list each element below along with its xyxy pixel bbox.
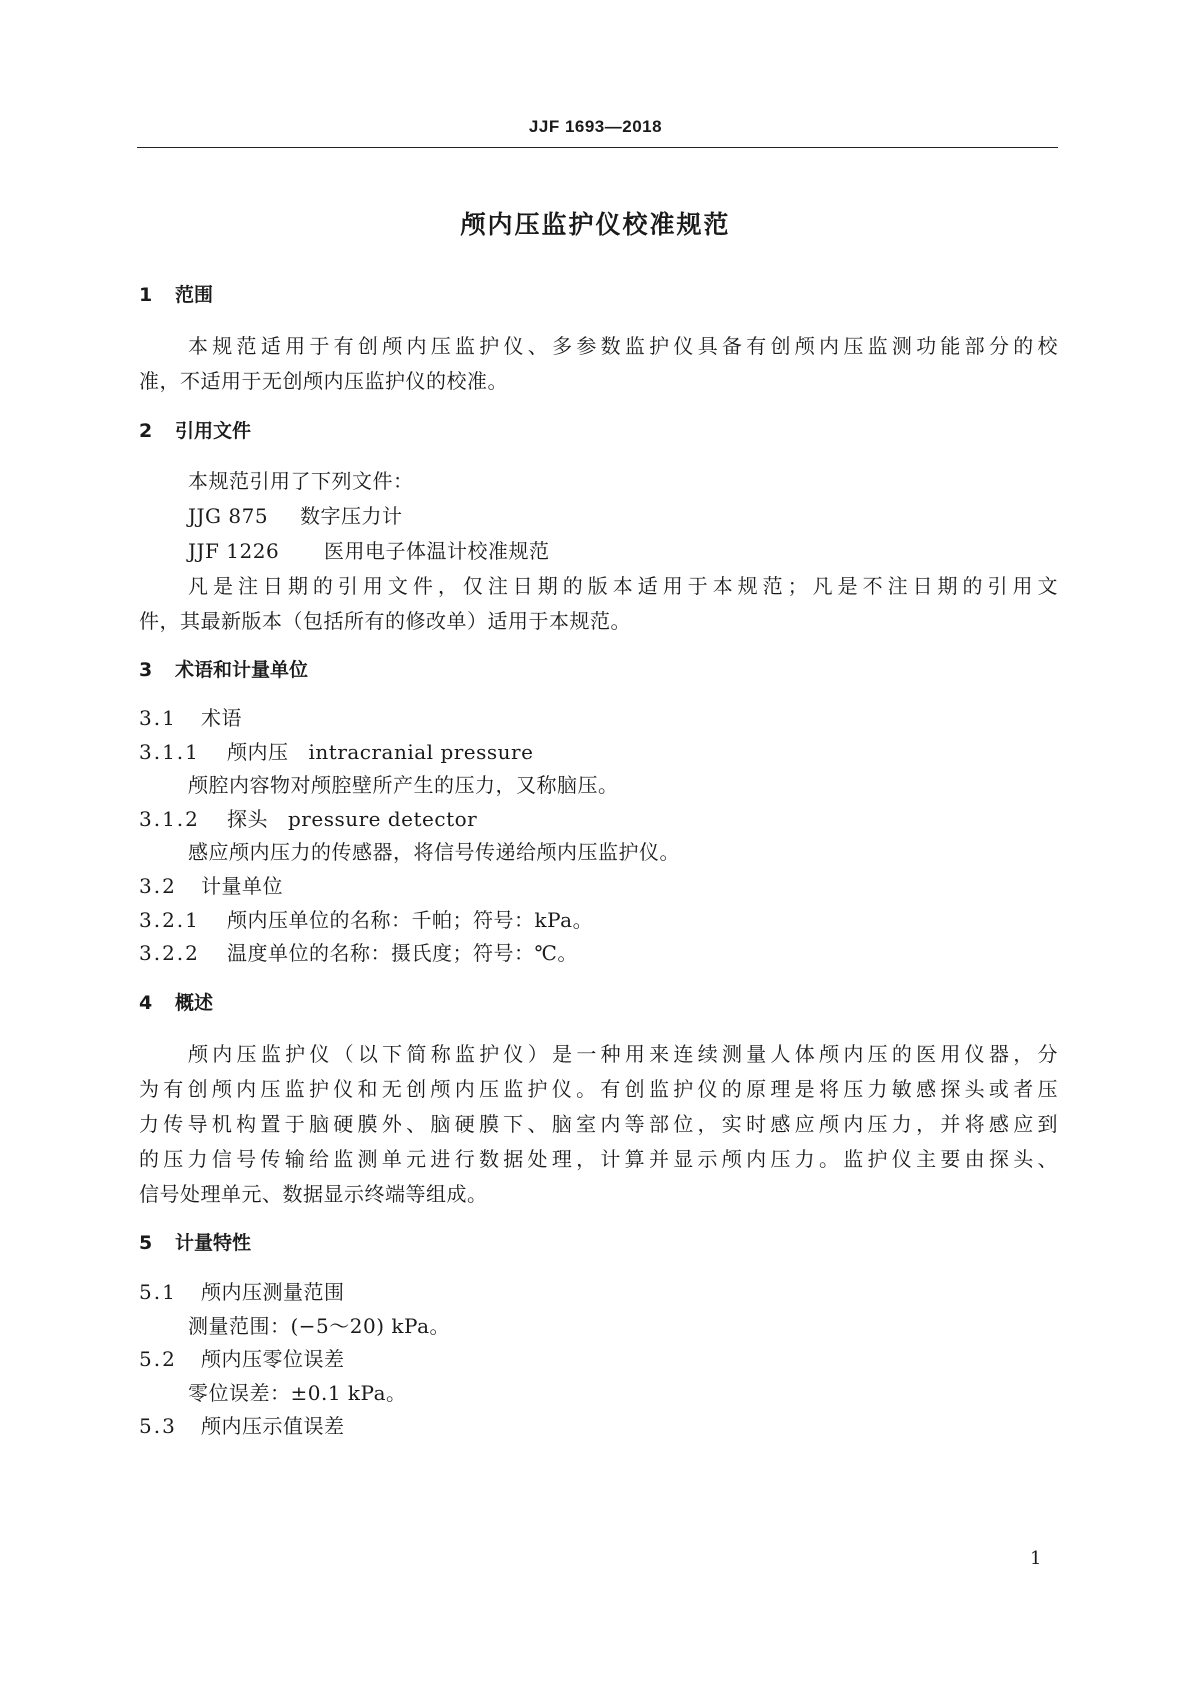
section-3-heading — [139, 655, 308, 682]
subsection-5-2: 5.2 颅内压零位误差 — [139, 1347, 345, 1371]
section-5-heading — [139, 1228, 251, 1255]
section-number: 2 — [139, 420, 153, 442]
section-1-para-line: 准，不适用于无创颅内压监护仪的校准。 — [139, 369, 508, 393]
subsection-5-3: 5.3 颅内压示值误差 — [139, 1414, 345, 1438]
subsection-5-1: 5.1 颅内压测量范围 — [139, 1280, 345, 1304]
section-number: 1 — [139, 284, 153, 306]
section-2-heading — [139, 416, 251, 443]
section-4-para-line: 的压力信号传输给监测单元进行数据处理，计算并显示颅内压力。监护仪主要由探头、 — [139, 1147, 1058, 1171]
section-4-para-line: 为有创颅内压监护仪和无创颅内压监护仪。有创监护仪的原理是将压力敏感探头或者压 — [139, 1077, 1058, 1101]
section-2-note-line: 件，其最新版本（包括所有的修改单）适用于本规范。 — [139, 609, 631, 633]
document-title: 颅内压监护仪校准规范 — [460, 210, 731, 239]
reference-item — [188, 500, 403, 529]
section-title: 范围 — [175, 284, 214, 306]
subsection-5-1-text: 测量范围：(−5～20) kPa。 — [188, 1314, 450, 1338]
section-number: 4 — [139, 992, 153, 1014]
section-1-para-line: 本规范适用于有创颅内压监护仪、多参数监护仪具备有创颅内压监测功能部分的校 — [188, 334, 1058, 358]
section-title: 概述 — [175, 992, 214, 1014]
section-number: 5 — [139, 1232, 153, 1254]
reference-code: JJF 1226 — [188, 539, 280, 563]
reference-code: JJG 875 — [188, 504, 269, 528]
section-4-para-line: 信号处理单元、数据显示终端等组成。 — [139, 1182, 488, 1206]
section-2-intro: 本规范引用了下列文件： — [188, 469, 414, 493]
term-definition: 颅腔内容物对颅腔壁所产生的压力，又称脑压。 — [188, 773, 619, 797]
unit-3-2-2: 3.2.2 温度单位的名称：摄氏度；符号：℃。 — [139, 941, 578, 965]
term-english: pressure detector — [288, 807, 478, 831]
reference-name: 医用电子体温计校准规范 — [324, 539, 550, 563]
subsection-5-2-text: 零位误差：±0.1 kPa。 — [188, 1381, 407, 1405]
section-number: 3 — [139, 659, 153, 681]
standard-header: JJF 1693—2018 — [528, 117, 663, 136]
subsection-3-2: 3.2 计量单位 — [139, 874, 283, 898]
term-3-1-2: 3.1.2 探头 pressure detector — [139, 807, 478, 831]
section-4-para-line: 颅内压监护仪（以下简称监护仪）是一种用来连续测量人体颅内压的医用仪器，分 — [188, 1042, 1058, 1066]
reference-name: 数字压力计 — [300, 504, 403, 528]
term-definition: 感应颅内压力的传感器，将信号传递给颅内压监护仪。 — [188, 840, 680, 864]
page-number: 1 — [1030, 1548, 1042, 1569]
section-4-heading — [139, 988, 213, 1015]
section-title: 术语和计量单位 — [175, 659, 309, 681]
section-title: 计量特性 — [175, 1232, 252, 1254]
unit-3-2-1: 3.2.1 颅内压单位的名称：千帕；符号：kPa。 — [139, 908, 594, 932]
header-rule — [137, 147, 1058, 148]
section-1-heading — [139, 280, 213, 307]
section-4-para-line: 力传导机构置于脑硬膜外、脑硬膜下、脑室内等部位，实时感应颅内压力，并将感应到 — [139, 1112, 1058, 1136]
section-title: 引用文件 — [175, 420, 252, 442]
term-3-1-1: 3.1.1 颅内压 intracranial pressure — [139, 740, 534, 764]
reference-item — [188, 535, 550, 564]
term-english: intracranial pressure — [308, 740, 534, 764]
section-2-note-line: 凡是注日期的引用文件，仅注日期的版本适用于本规范；凡是不注日期的引用文 — [188, 574, 1058, 598]
subsection-3-1: 3.1 术语 — [139, 706, 242, 730]
